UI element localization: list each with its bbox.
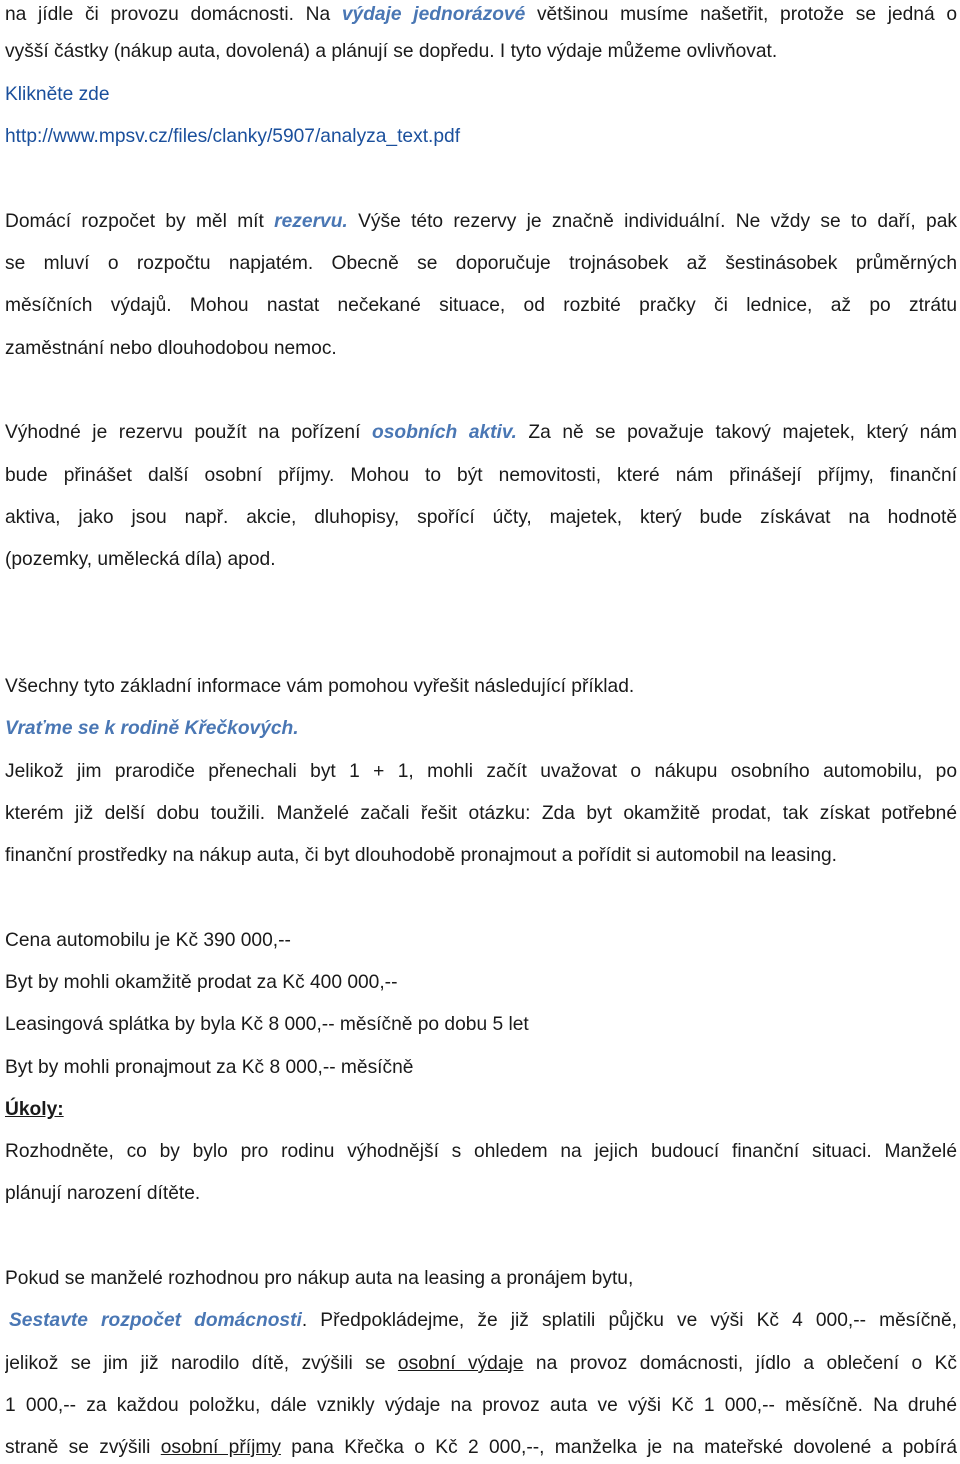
text-line: plánují narození dítěte. bbox=[5, 1183, 201, 1204]
text-line: Výhodné je rezervu použít na pořízení osobních aktiv. Za ně se považuje takový majetek, který nám bbox=[5, 422, 957, 443]
tasks-heading: Úkoly: bbox=[5, 1099, 64, 1120]
text-line: Všechny tyto základní informace vám pomohou vyřešit následující příklad. bbox=[5, 676, 635, 697]
text-line: bude přinášet další osobní příjmy. Mohou to být nemovitosti, které nám přinášejí příjmy, finanční bbox=[5, 465, 957, 486]
text-line: na jídle či provozu domácnosti. Na výdaje jednorázové většinou musíme našetřit, protože se jedná o bbox=[5, 4, 957, 25]
section-heading: Vraťme se k rodině Křečkových. bbox=[5, 718, 299, 739]
text-line: Jelikož jim prarodiče přenechali byt 1 + 1, mohli začít uvažovat o nákupu osobního automobilu, po bbox=[5, 761, 957, 782]
text-line: Pokud se manželé rozhodnou pro nákup auta na leasing a pronájem bytu, bbox=[5, 1268, 634, 1289]
text-line: Rozhodněte, co by bylo pro rodinu výhodnější s ohledem na jejich budoucí finanční situaci. Manželé bbox=[5, 1141, 957, 1162]
text-line: straně se zvýšili osobní příjmy pana Křečka o Kč 2 000,--, manželka je na mateřské dovolené a pobírá bbox=[5, 1437, 957, 1458]
text-line: Byt by mohli pronajmout za Kč 8 000,-- měsíčně bbox=[5, 1057, 414, 1078]
text-line: Sestavte rozpočet domácnosti. Předpokládejme, že již splatili půjčku ve výši Kč 4 000,-- měsíčně, bbox=[9, 1310, 957, 1331]
text-line: jelikož se jim již narodilo dítě, zvýšili se osobní výdaje na provoz domácnosti, jídlo a oblečení o Kč bbox=[5, 1353, 957, 1374]
underlined-term: osobní příjmy bbox=[160, 1437, 281, 1458]
emphasis-text: Sestavte rozpočet domácnosti bbox=[9, 1310, 302, 1331]
click-here-link[interactable]: Klikněte zde bbox=[5, 84, 110, 105]
underlined-term: osobní výdaje bbox=[397, 1353, 524, 1374]
text-line: Domácí rozpočet by měl mít rezervu. Výše této rezervy je značně individuální. Ne vždy se to daří, pak bbox=[5, 211, 957, 232]
text-line: kterém již delší dobu toužili. Manželé začali řešit otázku: Zda byt okamžitě prodat, tak získat potřebné bbox=[5, 803, 957, 824]
emphasis-text: výdaje jednorázové bbox=[341, 4, 526, 25]
text-line: vyšší částky (nákup auta, dovolená) a plánují se dopředu. I tyto výdaje můžeme ovlivňovat. bbox=[5, 41, 778, 62]
emphasis-text: rezervu. bbox=[274, 211, 348, 232]
text-line: Cena automobilu je Kč 390 000,-- bbox=[5, 930, 291, 951]
pdf-link[interactable]: http://www.mpsv.cz/files/clanky/5907/analyza_text.pdf bbox=[5, 126, 461, 147]
text-line: se mluví o rozpočtu napjatém. Obecně se doporučuje trojnásobek až šestinásobek průměrných bbox=[5, 253, 957, 274]
text-line: aktiva, jako jsou např. akcie, dluhopisy, spořící účty, majetek, který bude získávat na hodnotě bbox=[5, 507, 957, 528]
emphasis-text: osobních aktiv. bbox=[371, 422, 517, 443]
text-line: 1 000,-- za každou položku, dále vznikly výdaje na provoz auta ve výši Kč 1 000,-- měsíčně. Na druhé bbox=[5, 1395, 957, 1416]
text-line: finanční prostředky na nákup auta, či byt dlouhodobě pronajmout a pořídit si automobil na leasing. bbox=[5, 845, 837, 866]
text-line: měsíčních výdajů. Mohou nastat nečekané situace, od rozbité pračky či lednice, až po ztrátu bbox=[5, 295, 957, 316]
text-line: Byt by mohli okamžitě prodat za Kč 400 000,-- bbox=[5, 972, 398, 993]
text-line: (pozemky, umělecká díla) apod. bbox=[5, 549, 276, 570]
text-line: Leasingová splátka by byla Kč 8 000,-- měsíčně po dobu 5 let bbox=[5, 1014, 529, 1035]
text-line: zaměstnání nebo dlouhodobou nemoc. bbox=[5, 338, 337, 359]
